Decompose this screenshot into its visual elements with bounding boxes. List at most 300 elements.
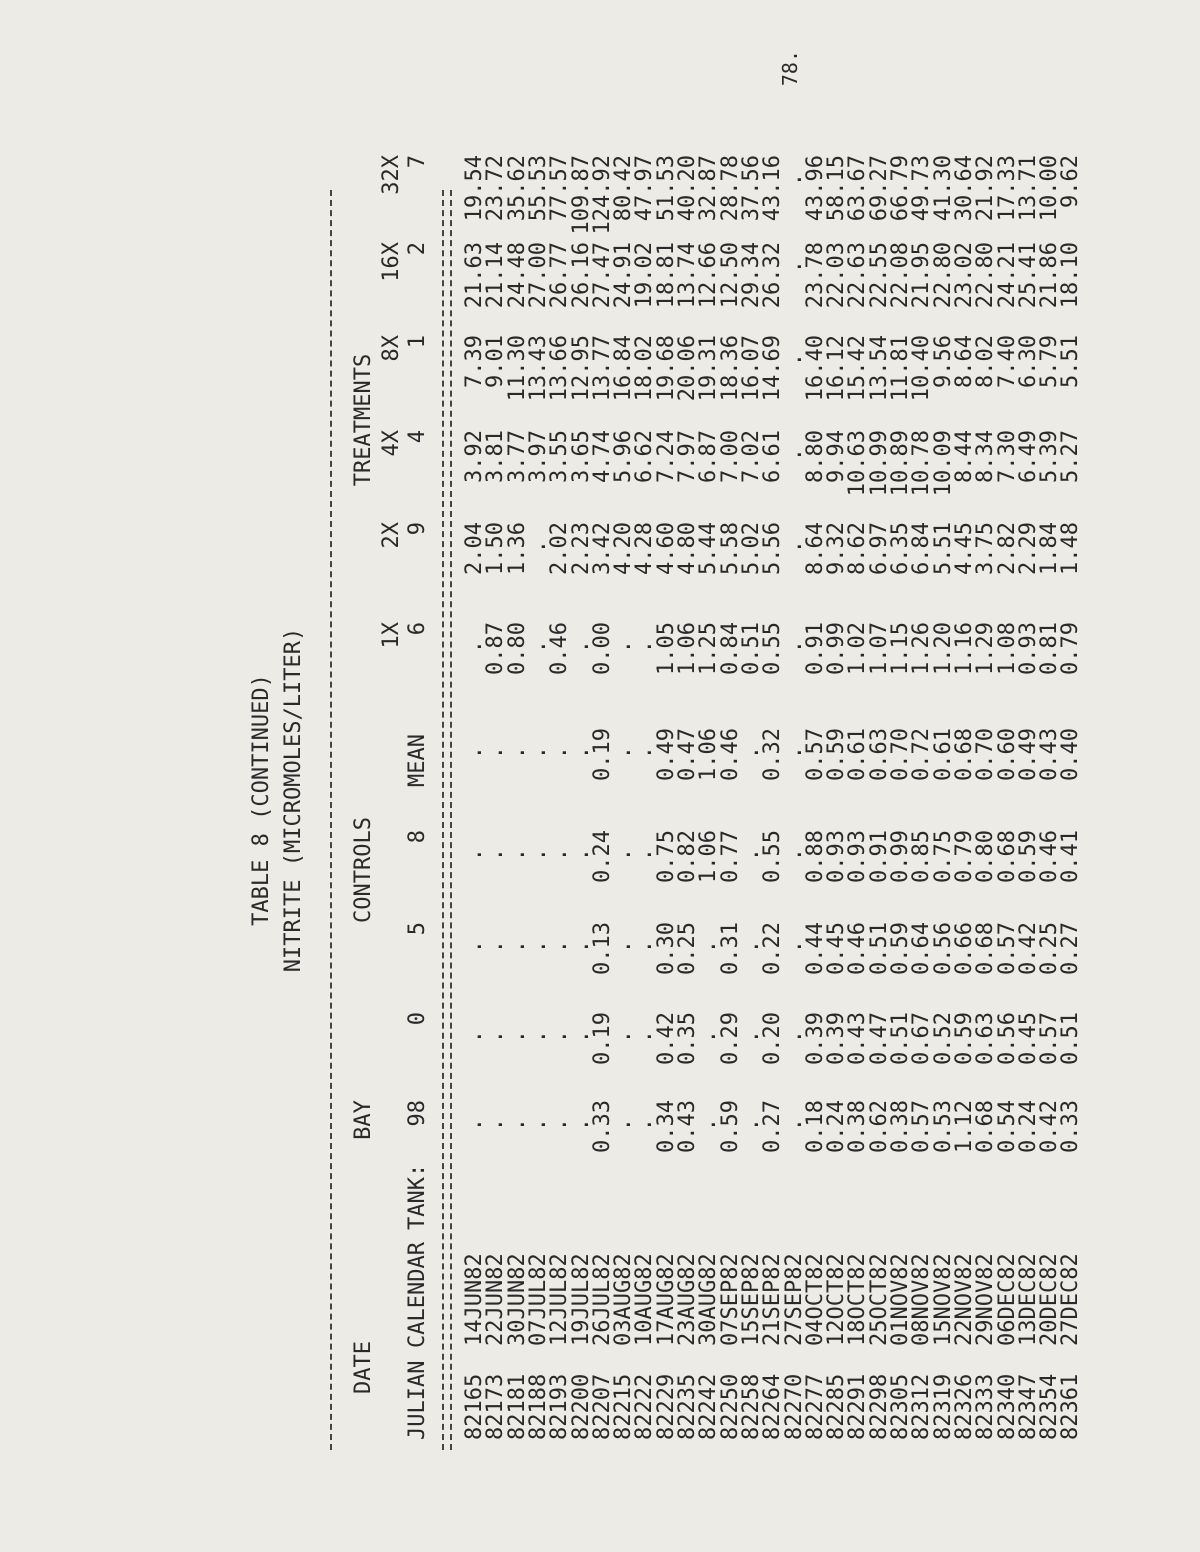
value-cell: 0.80 [504,622,530,675]
value-cell: 12.50 [717,242,743,309]
value-cell: . [525,1030,551,1044]
calendar-date-cell: 27DEC82 [1058,1253,1084,1346]
value-cell: . [462,848,487,862]
header-rule-1 [442,190,444,1450]
value-cell: 0.60 [994,728,1020,781]
value-cell: . [568,1030,594,1044]
value-cell: 14.69 [760,335,786,402]
value-cell: 0.57 [994,922,1020,975]
value-cell: . [781,448,807,462]
value-cell: 69.27 [866,155,892,222]
calendar-date-cell: 21SEP82 [760,1253,786,1346]
julian-date-cell: 82270 [781,1373,807,1440]
calendar-date-cell: 18OCT82 [845,1253,871,1346]
value-cell: 6.87 [696,430,722,483]
value-cell: 11.30 [504,335,530,402]
value-cell: 0.42 [1015,922,1041,975]
value-cell: . [611,746,637,760]
value-cell: . [632,940,658,954]
julian-date-cell: 82305 [888,1373,913,1440]
value-cell: 0.51 [888,1012,913,1065]
value-cell: 5.96 [611,430,637,483]
value-cell: 0.68 [973,922,999,975]
value-cell: 20.06 [675,335,700,402]
value-cell: 0.55 [760,830,786,883]
value-cell: 0.38 [888,1100,913,1153]
value-cell: 22.55 [866,242,892,309]
value-cell: . [547,940,573,954]
value-cell: . [568,640,594,654]
value-cell: 10.09 [930,430,956,497]
value-cell: . [696,1030,722,1044]
calendar-date-cell: 14JUN82 [462,1253,487,1346]
treatment-level-1x: 1X [379,622,404,649]
value-cell: 5.51 [930,522,956,575]
value-cell: 0.75 [653,830,679,883]
value-cell: 15.42 [845,335,871,402]
value-cell: 0.31 [717,922,743,975]
value-cell: 18.10 [1058,242,1084,309]
julian-date-cell: 82298 [866,1373,892,1440]
value-cell: . [525,940,551,954]
value-cell: 7.40 [994,335,1020,388]
value-cell: 0.45 [824,922,850,975]
value-cell: 5.58 [717,522,743,575]
value-cell: 24.91 [611,242,637,309]
value-cell: 3.65 [568,430,594,483]
value-cell: 7.00 [717,430,743,483]
value-cell: 27.47 [589,242,615,309]
value-cell: 10.99 [866,430,892,497]
value-cell: 13.77 [589,335,615,402]
value-cell: 0.72 [909,728,935,781]
value-cell: 6.35 [888,522,913,575]
value-cell: 0.59 [824,728,850,781]
value-cell: 0.47 [675,728,700,781]
value-cell: 0.91 [802,622,828,675]
value-cell: 0.56 [994,1012,1020,1065]
julian-label: JULIAN [405,1360,430,1440]
value-cell: 3.77 [504,430,530,483]
value-cell: 2.82 [994,522,1020,575]
value-cell: 0.55 [760,622,786,675]
value-cell: 24.48 [504,242,530,309]
value-cell: . [483,1030,509,1044]
julian-date-cell: 82229 [653,1373,679,1440]
value-cell: . [525,848,551,862]
value-cell: 23.72 [483,155,509,222]
value-cell: 18.02 [632,335,658,402]
value-cell: . [568,848,594,862]
tank-number: 9 [405,522,430,536]
value-cell: 0.49 [1015,728,1041,781]
value-cell: 0.88 [802,830,828,883]
value-cell: 1.25 [696,622,722,675]
value-cell: 0.24 [1015,1100,1041,1153]
julian-date-cell: 82326 [951,1373,977,1440]
value-cell: 6.61 [760,430,786,483]
value-cell: . [568,1118,594,1132]
value-cell: 19.68 [653,335,679,402]
value-cell: 0.46 [845,922,871,975]
value-cell: 1.06 [696,830,722,883]
julian-date-cell: 82285 [824,1373,850,1440]
calendar-date-cell: 22JUN82 [483,1253,509,1346]
value-cell: . [483,940,509,954]
julian-date-cell: 82222 [632,1373,658,1440]
value-cell: . [547,1118,573,1132]
value-cell: 25.41 [1015,242,1041,309]
calendar-date-cell: 03AUG82 [611,1253,637,1346]
calendar-date-cell: 08NOV82 [909,1253,935,1346]
value-cell: . [525,540,551,554]
value-cell: . [781,1118,807,1132]
value-cell: 18.81 [653,242,679,309]
value-cell: 0.41 [1058,830,1084,883]
value-cell: 1.02 [845,622,871,675]
value-cell: 0.39 [802,1012,828,1065]
value-cell: 0.79 [1058,622,1084,675]
value-cell: 4.45 [951,522,977,575]
julian-date-cell: 82354 [1037,1373,1063,1440]
value-cell: 0.63 [866,728,892,781]
value-cell: 77.57 [547,155,573,222]
value-cell: 1.48 [1058,522,1084,575]
value-cell: 0.40 [1058,728,1084,781]
value-cell: 19.02 [632,242,658,309]
treatments-group-label: TREATMENTS [351,353,376,487]
value-cell: 0.54 [994,1100,1020,1153]
value-cell: 0.62 [866,1100,892,1153]
value-cell: 10.89 [888,430,913,497]
calendar-date-cell: 15NOV82 [930,1253,956,1346]
tank-number: 4 [405,430,430,444]
value-cell: . [462,640,487,654]
value-cell: 0.46 [1037,830,1063,883]
value-cell: . [611,1030,637,1044]
value-cell: 0.24 [589,830,615,883]
value-cell: . [781,353,807,367]
value-cell: 3.97 [525,430,551,483]
tank-number: 2 [405,242,430,256]
value-cell: 0.75 [930,830,956,883]
value-cell: 1.29 [973,622,999,675]
value-cell: 8.64 [951,335,977,388]
header-rule-2 [450,190,452,1450]
value-cell: 0.24 [824,1100,850,1153]
julian-date-cell: 82242 [696,1373,722,1440]
tank-number: 98 [405,1100,430,1127]
value-cell: 3.92 [462,430,487,483]
value-cell: 21.14 [483,242,509,309]
value-cell: . [504,746,530,760]
value-cell: 10.78 [909,430,935,497]
julian-date-cell: 82235 [675,1373,700,1440]
value-cell: 43.96 [802,155,828,222]
value-cell: 0.68 [994,830,1020,883]
value-cell: 8.34 [973,430,999,483]
value-cell: . [632,1030,658,1044]
value-cell: . [781,848,807,862]
julian-date-cell: 82207 [589,1373,615,1440]
value-cell: . [696,940,722,954]
value-cell: 0.00 [589,622,615,675]
value-cell: 0.66 [951,922,977,975]
value-cell: 19.54 [462,155,487,222]
value-cell: 109.87 [568,155,594,235]
value-cell: 0.45 [1015,1012,1041,1065]
value-cell: . [738,1030,764,1044]
value-cell: . [738,1118,764,1132]
value-cell: 6.30 [1015,335,1041,388]
value-cell: 6.49 [1015,430,1041,483]
value-cell: 0.27 [760,1100,786,1153]
julian-date-cell: 82291 [845,1373,871,1440]
value-cell: 23.78 [802,242,828,309]
calendar-date-cell: 10AUG82 [632,1253,658,1346]
calendar-date-cell: 17AUG82 [653,1253,679,1346]
value-cell: 26.77 [547,242,573,309]
julian-date-cell: 82319 [930,1373,956,1440]
value-cell: 0.46 [717,728,743,781]
value-cell: 0.44 [802,922,828,975]
calendar-date-cell: 26JUL82 [589,1253,615,1346]
value-cell: 0.91 [866,830,892,883]
value-cell: . [781,940,807,954]
value-cell: 2.02 [547,522,573,575]
tank-number: 7 [405,155,430,169]
value-cell: 0.70 [973,728,999,781]
value-cell: 16.07 [738,335,764,402]
calendar-date-cell: 07SEP82 [717,1253,743,1346]
date-group-label: DATE [351,1341,376,1394]
value-cell: 0.43 [675,1100,700,1153]
value-cell: 2.23 [568,522,594,575]
value-cell: . [568,940,594,954]
julian-date-cell: 82258 [738,1373,764,1440]
value-cell: 5.27 [1058,430,1084,483]
value-cell: 40.20 [675,155,700,222]
value-cell: 7.02 [738,430,764,483]
controls-group-label: CONTROLS [351,817,376,923]
value-cell: 0.38 [845,1100,871,1153]
value-cell: 55.53 [525,155,551,222]
value-cell: 19.31 [696,335,722,402]
value-cell: 0.25 [675,922,700,975]
value-cell: 3.75 [973,522,999,575]
calendar-date-cell: 30JUN82 [504,1253,530,1346]
value-cell: . [525,746,551,760]
value-cell: 13.71 [1015,155,1041,222]
value-cell: . [632,848,658,862]
value-cell: 0.87 [483,622,509,675]
tank-number: 5 [405,922,430,936]
value-cell: 0.99 [888,830,913,883]
value-cell: 1.16 [951,622,977,675]
value-cell: . [483,848,509,862]
value-cell: . [547,848,573,862]
tank-number: 1 [405,335,430,349]
value-cell: 5.79 [1037,335,1063,388]
tank-number: 0 [405,1012,430,1026]
julian-date-cell: 82181 [504,1373,530,1440]
value-cell: 0.42 [1037,1100,1063,1153]
calendar-date-cell: 23AUG82 [675,1253,700,1346]
value-cell: 0.57 [802,728,828,781]
value-cell: 9.94 [824,430,850,483]
value-cell: 6.62 [632,430,658,483]
value-cell: 0.93 [845,830,871,883]
value-cell: 13.66 [547,335,573,402]
value-cell: . [781,746,807,760]
julian-date-cell: 82340 [994,1373,1020,1440]
value-cell: 0.77 [717,830,743,883]
value-cell: 80.42 [611,155,637,222]
value-cell: 63.67 [845,155,871,222]
value-cell: 18.36 [717,335,743,402]
value-cell: . [462,1030,487,1044]
value-cell: 8.62 [845,522,871,575]
calendar-date-cell: 15SEP82 [738,1253,764,1346]
value-cell: 22.63 [845,242,871,309]
value-cell: . [483,746,509,760]
value-cell: 0.49 [653,728,679,781]
value-cell: 8.64 [802,522,828,575]
value-cell: . [504,940,530,954]
value-cell: 0.59 [1015,830,1041,883]
value-cell: 21.63 [462,242,487,309]
julian-date-cell: 82193 [547,1373,573,1440]
value-cell: 0.81 [1037,622,1063,675]
julian-date-cell: 82200 [568,1373,594,1440]
value-cell: 0.67 [909,1012,935,1065]
value-cell: 0.39 [824,1012,850,1065]
value-cell: 35.62 [504,155,530,222]
value-cell: 13.54 [866,335,892,402]
value-cell: 0.68 [951,728,977,781]
value-cell: 7.39 [462,335,487,388]
value-cell: 5.51 [1058,335,1084,388]
value-cell: . [781,260,807,274]
value-cell: 0.93 [824,830,850,883]
value-cell: 0.34 [653,1100,679,1153]
value-cell: 22.03 [824,242,850,309]
calendar-date-cell: 20DEC82 [1037,1253,1063,1346]
value-cell: 66.79 [888,155,913,222]
value-cell: 21.92 [973,155,999,222]
julian-date-cell: 82277 [802,1373,828,1440]
value-cell: . [632,640,658,654]
value-cell: . [781,640,807,654]
value-cell: 4.28 [632,522,658,575]
value-cell: 0.47 [866,1012,892,1065]
value-cell: 0.57 [1037,1012,1063,1065]
value-cell: 0.33 [1058,1100,1084,1153]
rotated-table [240,130,1084,1470]
value-cell: 26.32 [760,242,786,309]
value-cell: 1.05 [653,622,679,675]
value-cell: . [568,746,594,760]
value-cell: 0.19 [589,728,615,781]
value-cell: 0.63 [973,1012,999,1065]
treatment-level-4x: 4X [379,430,404,457]
value-cell: 51.53 [653,155,679,222]
value-cell: 17.33 [994,155,1020,222]
value-cell: 6.84 [909,522,935,575]
value-cell: 2.29 [1015,522,1041,575]
value-cell: . [504,1030,530,1044]
value-cell: 43.16 [760,155,786,222]
value-cell: 29.34 [738,242,764,309]
value-cell: 1.07 [866,622,892,675]
value-cell: 0.79 [951,830,977,883]
calendar-date-cell: 01NOV82 [888,1253,913,1346]
calendar-date-cell: 30AUG82 [696,1253,722,1346]
julian-date-cell: 82215 [611,1373,637,1440]
value-cell: 9.62 [1058,155,1084,208]
value-cell: . [547,746,573,760]
value-cell: . [462,940,487,954]
value-cell: 0.84 [717,622,743,675]
value-cell: 0.33 [589,1100,615,1153]
calendar-date-cell: 06DEC82 [994,1253,1020,1346]
table-title: TABLE 8 (CONTINUED) [249,674,274,926]
value-cell: . [462,746,487,760]
treatment-level-16x: 16X [379,242,404,282]
value-cell: . [611,848,637,862]
value-cell: . [781,540,807,554]
value-cell: . [547,1030,573,1044]
julian-date-cell: 82165 [462,1373,487,1440]
value-cell: 124.92 [589,155,615,235]
value-cell: 21.86 [1037,242,1063,309]
value-cell: 0.82 [675,830,700,883]
value-cell: 0.29 [717,1012,743,1065]
value-cell: 7.30 [994,430,1020,483]
value-cell: 0.22 [760,922,786,975]
value-cell: 0.43 [845,1012,871,1065]
value-cell: . [611,640,637,654]
value-cell: 5.56 [760,522,786,575]
value-cell: 1.15 [888,622,913,675]
value-cell: 58.15 [824,155,850,222]
value-cell: 0.53 [930,1100,956,1153]
value-cell: 24.21 [994,242,1020,309]
value-cell: 22.80 [973,242,999,309]
value-cell: 6.97 [866,522,892,575]
value-cell: . [525,1118,551,1132]
value-cell: 1.26 [909,622,935,675]
value-cell: 9.01 [483,335,509,388]
value-cell: . [738,848,764,862]
value-cell: 4.60 [653,522,679,575]
calendar-date-cell: 12OCT82 [824,1253,850,1346]
calendar-date-cell: 25OCT82 [866,1253,892,1346]
value-cell: . [525,640,551,654]
value-cell: 9.56 [930,335,956,388]
value-cell: 8.80 [802,430,828,483]
value-cell: 37.56 [738,155,764,222]
value-cell: 0.43 [1037,728,1063,781]
julian-date-cell: 82347 [1015,1373,1041,1440]
value-cell: 4.74 [589,430,615,483]
tank-number: 8 [405,830,430,844]
value-cell: 12.66 [696,242,722,309]
value-cell: 1.20 [930,622,956,675]
value-cell: 5.39 [1037,430,1063,483]
value-cell: . [781,173,807,187]
value-cell: 10.40 [909,335,935,402]
